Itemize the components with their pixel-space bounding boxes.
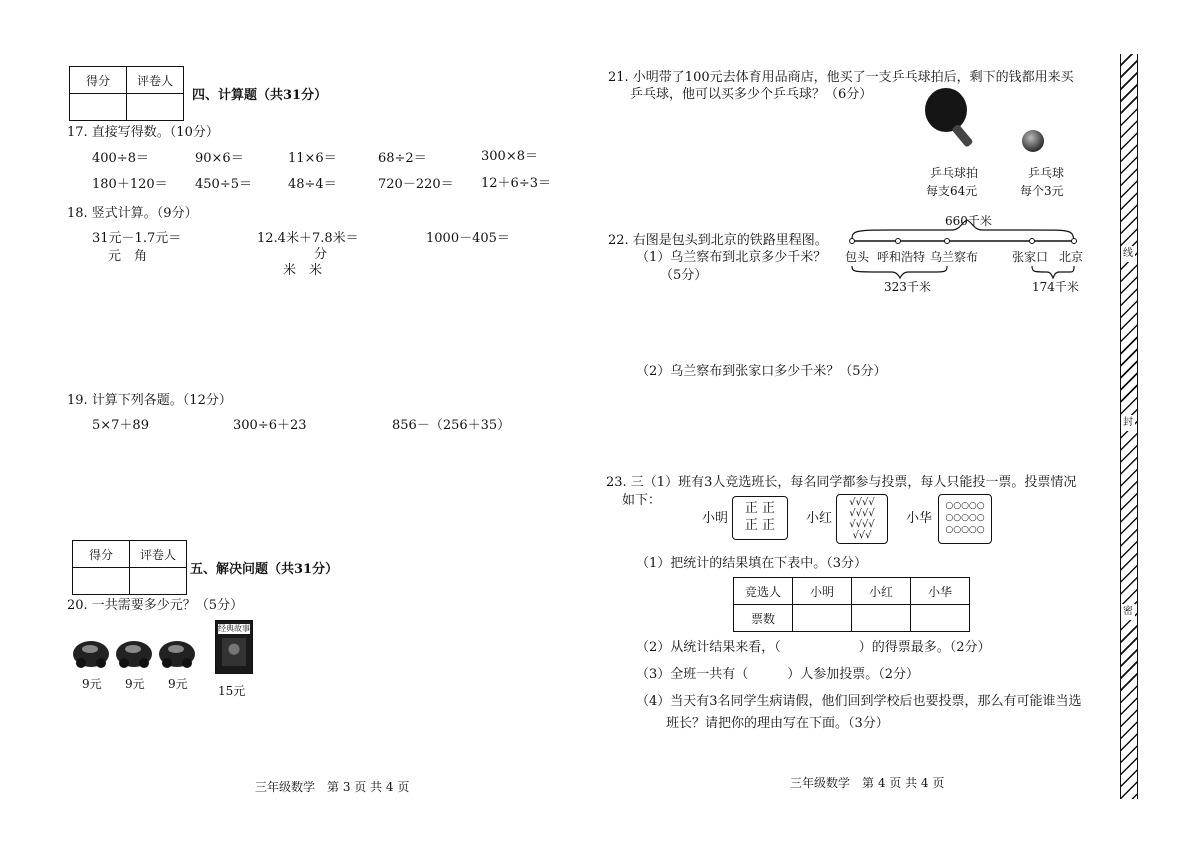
table-row-label: 票数 <box>734 605 793 632</box>
q23-sub1: （1）把统计的结果填在下表中。（3分） <box>636 556 868 571</box>
circle-row: ○○○○○ <box>945 525 985 535</box>
station-label: 北京 <box>1059 250 1084 264</box>
car-icon <box>73 641 109 668</box>
check-row: √√√ <box>852 530 872 541</box>
q17-item: 300×8＝ <box>481 149 538 164</box>
score-table-section4 <box>69 66 184 121</box>
xiaohong-votes-box <box>836 494 888 544</box>
station-label: 张家口 <box>1012 250 1049 264</box>
grader-header: 评卷人 <box>127 67 184 94</box>
station-label: 乌兰察布 <box>930 250 979 264</box>
total-distance: 660千米 <box>945 214 992 228</box>
q18-item3: 1000－405＝ <box>426 231 510 246</box>
paddle-price: 每支64元 <box>926 184 978 198</box>
car-price: 9元 <box>125 677 145 691</box>
car-icon <box>159 641 195 668</box>
check-row: √√√√ <box>849 497 875 508</box>
vote-count-cell[interactable] <box>793 605 852 632</box>
candidate-name: 小华 <box>906 511 933 526</box>
q23-sub4-line2: 班长？请把你的理由写在下面。（3分） <box>666 716 889 731</box>
check-row: √√√√ <box>849 519 875 530</box>
q19-title: 19. 计算下列各题。（12分） <box>67 393 232 408</box>
ball-name: 乒乓球 <box>1028 166 1065 180</box>
score-header: 得分 <box>70 67 127 94</box>
right-distance: 174千米 <box>1032 280 1079 294</box>
book-price: 15元 <box>218 684 246 698</box>
q23-sub4-line1: （4）当天有3名同学生病请假，他们回到学校后也要投票，那么有可能谁当选 <box>636 694 1082 709</box>
station-label: 包头 <box>845 250 870 264</box>
grader-header: 评卷人 <box>130 541 187 568</box>
q22-title: 22. 右图是包头到北京的铁路里程图。 <box>608 233 828 248</box>
page-footer-right: 三年级数学 第 4 页 共 4 页 <box>790 776 945 790</box>
q18-item2: 12.4米＋7.8米＝ <box>257 231 359 246</box>
binding-label: 封 <box>1121 415 1135 431</box>
q17-item: 450÷5＝ <box>195 177 252 192</box>
car-price: 9元 <box>168 677 188 691</box>
tally-row: 正 正 <box>744 518 776 533</box>
paddle-icon <box>925 88 967 132</box>
storybook-image <box>215 620 253 674</box>
toy-cars-image <box>72 636 202 672</box>
station-label: 呼和浩特 <box>877 250 926 264</box>
ball-icon <box>1022 130 1044 152</box>
section4-title: 四、计算题（共31分） <box>192 88 328 103</box>
station-dot <box>850 239 855 244</box>
score-table-section5 <box>72 540 187 595</box>
q17-item: 400÷8＝ <box>92 151 149 166</box>
q21-line1: 21. 小明带了100元去体育用品商店，他买了一支乒乓球拍后，剩下的钱都用来买 <box>608 70 1074 85</box>
car-icon <box>116 641 152 668</box>
candidate-name: 小红 <box>806 511 833 526</box>
q21-line2: 乒乓球，他可以买多少个乒乓球？（6分） <box>630 87 873 102</box>
q18-item2-units: 米 米 <box>283 263 323 278</box>
paddle-name: 乒乓球拍 <box>930 166 979 180</box>
left-brace <box>852 266 947 278</box>
binding-label: 线 <box>1121 246 1135 262</box>
xiaoming-votes-box <box>732 496 788 540</box>
q22-sub1: （1）乌兰察布到北京多少千米？ <box>636 250 827 265</box>
right-brace <box>1032 266 1074 278</box>
q23-line2: 如下： <box>622 493 662 508</box>
table-header-cell: 小华 <box>911 578 970 605</box>
score-header: 得分 <box>73 541 130 568</box>
q19-item: 5×7＋89 <box>92 418 149 433</box>
book-cover-art <box>222 638 246 666</box>
q22-sub1-score: （5分） <box>660 268 708 283</box>
q17-item: 48÷4＝ <box>288 177 337 192</box>
station-dot <box>1030 239 1035 244</box>
grader-cell[interactable] <box>127 94 184 121</box>
q18-item1-units: 元 角 <box>108 249 148 264</box>
station-dot <box>896 239 901 244</box>
section5-title: 五、解决问题（共31分） <box>190 562 339 577</box>
q23-line1: 23. 三（1）班有3人竞选班长，每名同学都参与投票，每人只能投一票。投票情况 <box>606 475 1077 490</box>
score-cell[interactable] <box>70 94 127 121</box>
tally-row: 正 正 <box>744 501 776 516</box>
station-dot <box>945 239 950 244</box>
q18-title: 18. 竖式计算。（9分） <box>67 206 198 221</box>
table-header-cell: 小明 <box>793 578 852 605</box>
check-row: √√√√ <box>849 508 875 519</box>
q18-item2-unit-top: 分 <box>314 247 328 262</box>
vote-result-table <box>733 577 970 632</box>
q19-item: 856－（256＋35） <box>392 418 511 433</box>
score-cell[interactable] <box>73 568 130 595</box>
station-dot <box>1072 239 1077 244</box>
binding-label: 密 <box>1121 604 1135 620</box>
circle-row: ○○○○○ <box>945 513 985 523</box>
q17-item: 12＋6÷3＝ <box>481 176 551 191</box>
book-title: 经典故事 <box>218 624 250 633</box>
q20-title: 20. 一共需要多少元？（5分） <box>67 598 244 613</box>
q22-sub2: （2）乌兰察布到张家口多少千米？（5分） <box>636 364 887 379</box>
q23-sub2: （2）从统计结果来看，（ ）的得票最多。（2分） <box>636 640 991 655</box>
xiaohua-votes-box <box>938 494 992 544</box>
q18-item1: 31元－1.7元＝ <box>92 231 182 246</box>
table-header-cell: 竞选人 <box>734 578 793 605</box>
q19-item: 300÷6＋23 <box>233 418 307 433</box>
car-price: 9元 <box>82 677 102 691</box>
ping-pong-ball-image <box>1020 128 1046 154</box>
q17-item: 720－220＝ <box>378 177 454 192</box>
candidate-name: 小明 <box>702 511 729 526</box>
vote-count-cell[interactable] <box>911 605 970 632</box>
left-distance: 323千米 <box>884 280 931 294</box>
vote-count-cell[interactable] <box>852 605 911 632</box>
q23-sub3: （3）全班一共有（ ）人参加投票。（2分） <box>636 667 920 682</box>
q17-title: 17. 直接写得数。（10分） <box>67 125 219 140</box>
q17-item: 180＋120＝ <box>92 177 168 192</box>
table-header-cell: 小红 <box>852 578 911 605</box>
grader-cell[interactable] <box>130 568 187 595</box>
ball-price: 每个3元 <box>1020 184 1064 198</box>
page-footer-left: 三年级数学 第 3 页 共 4 页 <box>255 780 410 794</box>
q17-item: 11×6＝ <box>288 151 337 166</box>
circle-row: ○○○○○ <box>945 501 985 511</box>
ping-pong-paddle-image <box>922 86 992 156</box>
q17-item: 90×6＝ <box>195 151 244 166</box>
q17-item: 68÷2＝ <box>378 151 427 166</box>
